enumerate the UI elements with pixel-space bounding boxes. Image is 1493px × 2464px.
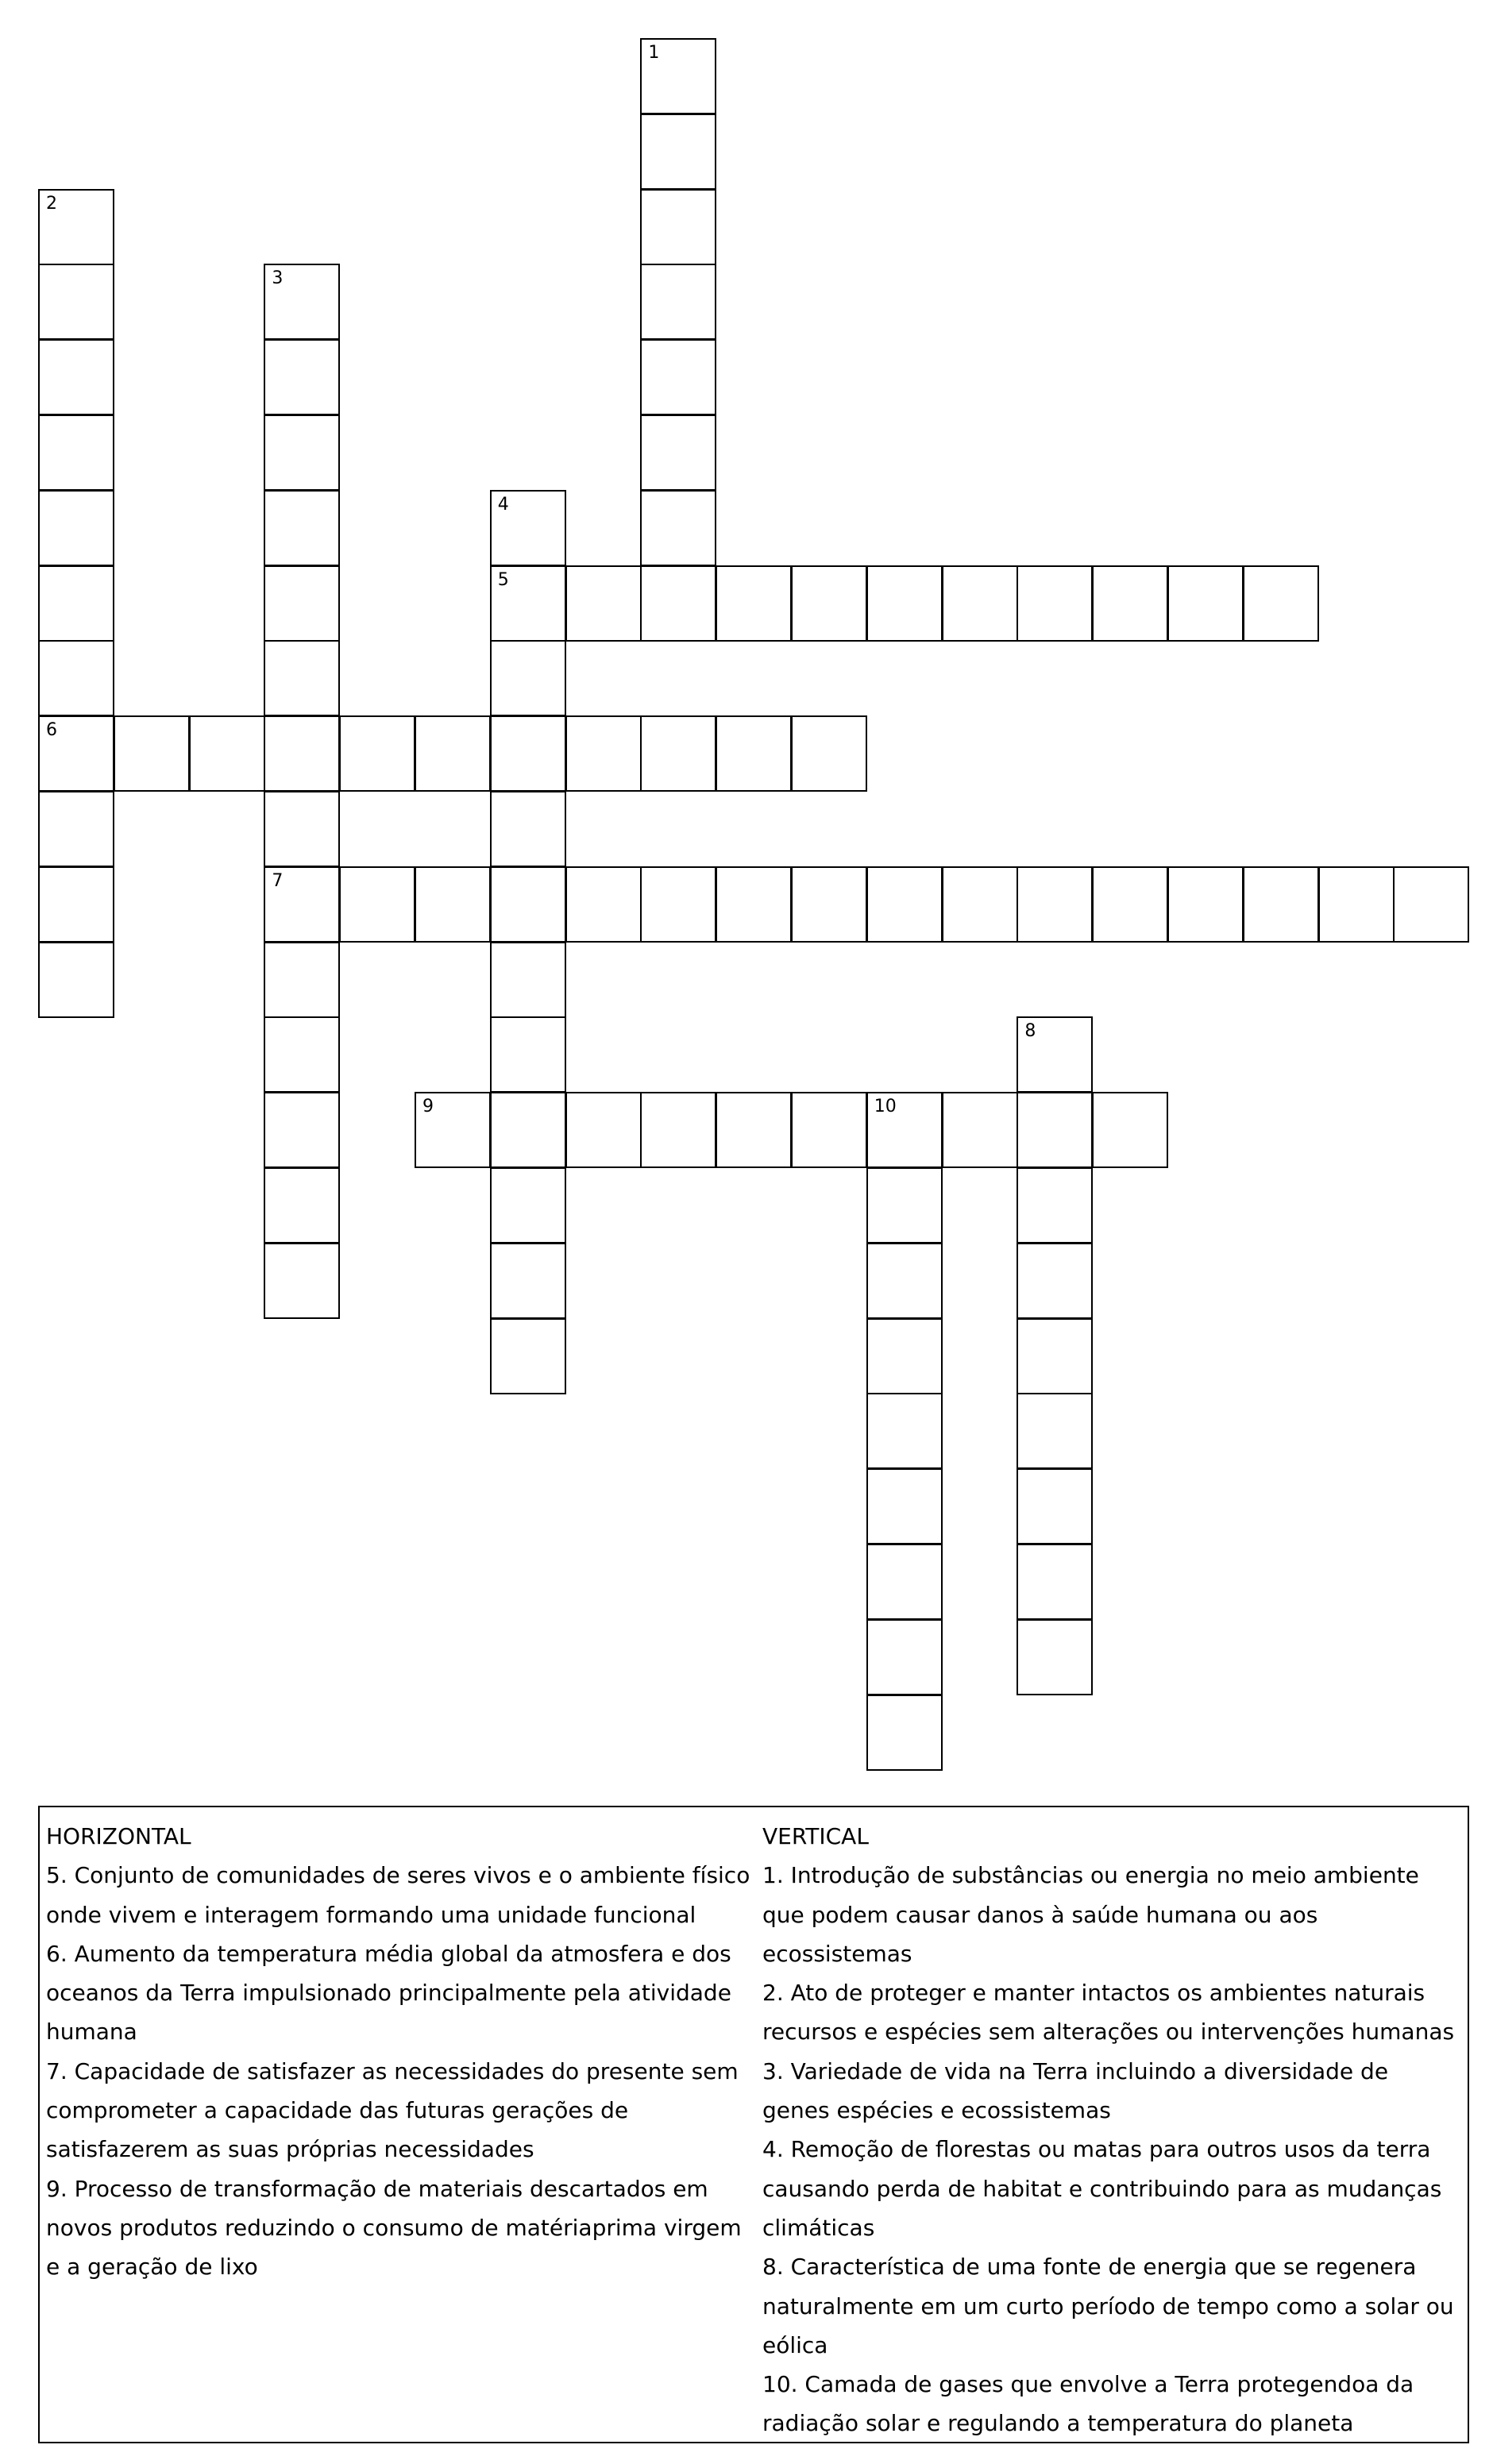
crossword-cell[interactable]: [1243, 866, 1319, 943]
crossword-cell[interactable]: [38, 339, 114, 415]
crossword-cell[interactable]: [866, 1619, 943, 1695]
crossword-cell[interactable]: [38, 264, 114, 340]
horizontal-heading: HORIZONTAL: [46, 1823, 191, 1849]
crossword-cell[interactable]: [640, 415, 716, 491]
crossword-cell[interactable]: [1092, 866, 1168, 943]
crossword-cell[interactable]: [1092, 1092, 1168, 1168]
crossword-cell[interactable]: [866, 1393, 943, 1469]
crossword-cell[interactable]: [942, 565, 1018, 642]
crossword-cell[interactable]: [640, 866, 716, 943]
crossword-cell[interactable]: [716, 1092, 792, 1168]
crossword-cell[interactable]: [1167, 866, 1244, 943]
crossword-cell[interactable]: [1017, 1243, 1093, 1319]
crossword-cell[interactable]: [866, 1243, 943, 1319]
crossword-cell[interactable]: [866, 1468, 943, 1544]
crossword-cell[interactable]: [866, 1695, 943, 1771]
crossword-cell[interactable]: [264, 866, 340, 943]
crossword-cell[interactable]: [1017, 1544, 1093, 1620]
crossword-cell[interactable]: [38, 715, 114, 792]
crossword-cell[interactable]: [264, 640, 340, 716]
crossword-cell[interactable]: [264, 1243, 340, 1319]
crossword-cell[interactable]: [264, 1167, 340, 1244]
crossword-cell[interactable]: [1167, 565, 1244, 642]
crossword-cell[interactable]: [791, 866, 867, 943]
crossword-cell[interactable]: [264, 715, 340, 792]
crossword-cell[interactable]: [38, 415, 114, 491]
clue-vertical-3: 3. Variedade de vida na Terra incluindo a diversidade de genes espécies e ecossistemas: [762, 2057, 1389, 2124]
crossword-cell[interactable]: [866, 1544, 943, 1620]
crossword-cell[interactable]: [415, 715, 491, 792]
clue-vertical-8: 8. Característica de uma fonte de energia que se regenera naturalmente em um curto período de tempo como a solar ou eólica: [762, 2254, 1454, 2358]
horizontal-clues: [46, 1817, 753, 2287]
crossword-cell[interactable]: [640, 189, 716, 265]
crossword-cell[interactable]: [38, 866, 114, 943]
crossword-cell[interactable]: [716, 866, 792, 943]
crossword-cell[interactable]: [640, 339, 716, 415]
crossword-cell[interactable]: [264, 415, 340, 491]
clue-horizontal-9: 9. Processo de transformação de materiais descartados em novos produtos reduzindo o consumo de matériaprima virgem e a geração de lixo: [46, 2175, 742, 2281]
crossword-cell[interactable]: [415, 866, 491, 943]
crossword-cell[interactable]: [1393, 866, 1469, 943]
crossword-cell[interactable]: [264, 264, 340, 340]
crossword-cell[interactable]: [339, 866, 415, 943]
crossword-cell[interactable]: [38, 640, 114, 716]
clue-vertical-10: 10. Camada de gases que envolve a Terra protegendoa da radiação solar e regulando a temperatura do planeta: [762, 2371, 1414, 2437]
crossword-cell[interactable]: [1017, 1468, 1093, 1544]
clue-horizontal-5: 5. Conjunto de comunidades de seres vivos e o ambiente físico onde vivem e interagem formando uma unidade funcional: [46, 1862, 750, 1928]
clue-number-1: 1: [648, 43, 660, 63]
crossword-cell[interactable]: [640, 264, 716, 340]
crossword-cell[interactable]: [866, 1092, 943, 1168]
crossword-cell[interactable]: [38, 942, 114, 1018]
crossword-cell[interactable]: [38, 490, 114, 566]
clue-vertical-4: 4. Remoção de florestas ou matas para outros usos da terra causando perda de habitat e contribuindo para as mudanças climáticas: [762, 2136, 1442, 2241]
clue-number-5: 5: [497, 569, 509, 590]
crossword-cell[interactable]: [339, 715, 415, 792]
crossword-cell[interactable]: [490, 1092, 566, 1168]
crossword-cell[interactable]: [490, 490, 566, 566]
crossword-cell[interactable]: [1318, 866, 1395, 943]
crossword-cell[interactable]: [565, 866, 642, 943]
crossword-cell[interactable]: [1017, 1016, 1093, 1093]
crossword-cell[interactable]: [490, 715, 566, 792]
crossword-cell[interactable]: [640, 38, 716, 114]
crossword-cell[interactable]: [264, 1092, 340, 1168]
crossword-cell[interactable]: [264, 1016, 340, 1093]
crossword-cell[interactable]: [38, 189, 114, 265]
crossword-cell[interactable]: [1017, 866, 1093, 943]
crossword-cell[interactable]: [791, 1092, 867, 1168]
crossword-cell[interactable]: [942, 1092, 1018, 1168]
crossword-cell[interactable]: [866, 1318, 943, 1394]
crossword-cell[interactable]: [490, 1318, 566, 1394]
crossword-cell[interactable]: [640, 1092, 716, 1168]
clue-box: [38, 1806, 1469, 2443]
clue-number-10: 10: [874, 1097, 897, 1117]
crossword-cell[interactable]: [264, 791, 340, 867]
crossword-cell[interactable]: [1017, 565, 1093, 642]
crossword-cell[interactable]: [1017, 1318, 1093, 1394]
crossword-cell[interactable]: [942, 866, 1018, 943]
crossword-cell[interactable]: [640, 114, 716, 190]
crossword-cell[interactable]: [1243, 565, 1319, 642]
crossword-cell[interactable]: [716, 715, 792, 792]
clue-number-3: 3: [272, 268, 284, 289]
crossword-cell[interactable]: [114, 715, 190, 792]
crossword-cell[interactable]: [264, 490, 340, 566]
crossword-cell[interactable]: [640, 565, 716, 642]
vertical-clues: [762, 1817, 1461, 2443]
crossword-cell[interactable]: [791, 565, 867, 642]
clue-number-2: 2: [46, 193, 57, 214]
crossword-cell[interactable]: [640, 715, 716, 792]
crossword-cell[interactable]: [866, 1167, 943, 1244]
crossword-cell[interactable]: [38, 565, 114, 642]
crossword-cell[interactable]: [490, 1167, 566, 1244]
crossword-cell[interactable]: [490, 1243, 566, 1319]
crossword-cell[interactable]: [1017, 1167, 1093, 1244]
crossword-cell[interactable]: [791, 715, 867, 792]
clue-number-8: 8: [1024, 1021, 1036, 1042]
crossword-cell[interactable]: [1017, 1619, 1093, 1695]
crossword-cell[interactable]: [264, 942, 340, 1018]
crossword-cell[interactable]: [1017, 1092, 1093, 1168]
crossword-cell[interactable]: [716, 565, 792, 642]
crossword-cell[interactable]: [490, 942, 566, 1018]
crossword-cell[interactable]: [490, 565, 566, 642]
crossword-cell[interactable]: [1017, 1393, 1093, 1469]
crossword-cell[interactable]: [490, 866, 566, 943]
crossword-cell[interactable]: [189, 715, 265, 792]
clue-number-4: 4: [497, 494, 509, 515]
crossword-cell[interactable]: [264, 339, 340, 415]
crossword-cell[interactable]: [38, 791, 114, 867]
crossword-cell[interactable]: [490, 1016, 566, 1093]
crossword-cell[interactable]: [490, 791, 566, 867]
clue-number-6: 6: [46, 720, 57, 741]
crossword-cell[interactable]: [1092, 565, 1168, 642]
clue-number-9: 9: [422, 1097, 434, 1117]
crossword-cell[interactable]: [565, 1092, 642, 1168]
crossword-cell[interactable]: [490, 640, 566, 716]
crossword-cell[interactable]: [264, 565, 340, 642]
crossword-cell[interactable]: [866, 565, 943, 642]
crossword-cell[interactable]: [640, 490, 716, 566]
clue-vertical-2: 2. Ato de proteger e manter intactos os ambientes naturais recursos e espécies sem alterações ou intervenções humanas: [762, 1980, 1455, 2046]
clue-horizontal-6: 6. Aumento da temperatura média global da atmosfera e dos oceanos da Terra impulsionado principalmente pela atividade humana: [46, 1940, 731, 2046]
clue-vertical-1: 1. Introdução de substâncias ou energia no meio ambiente que podem causar danos à saúde humana ou aos ecossistemas: [762, 1862, 1419, 1967]
crossword-cell[interactable]: [866, 866, 943, 943]
crossword-cell[interactable]: [565, 715, 642, 792]
crossword-cell[interactable]: [565, 565, 642, 642]
crossword-cell[interactable]: [415, 1092, 491, 1168]
clue-horizontal-7: 7. Capacidade de satisfazer as necessidades do presente sem comprometer a capacidade das futuras gerações de satisfazerem as suas próprias necessidades: [46, 2057, 739, 2163]
vertical-heading: VERTICAL: [762, 1823, 869, 1849]
clue-number-7: 7: [272, 870, 284, 891]
